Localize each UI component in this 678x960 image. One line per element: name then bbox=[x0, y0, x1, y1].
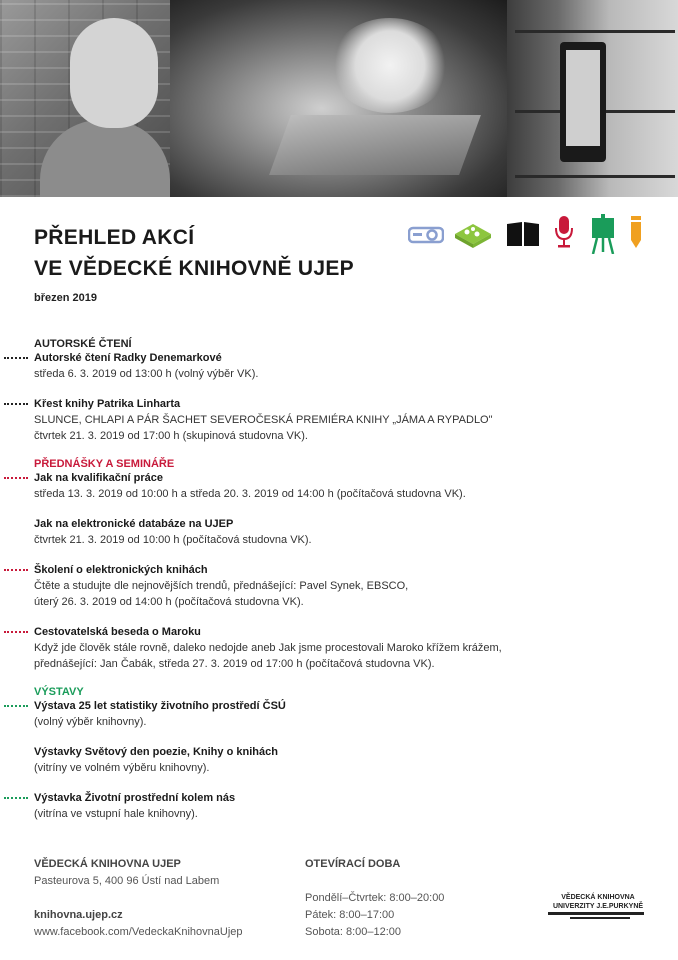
event-detail: (vitríny ve volném výběru knihovny). bbox=[34, 762, 210, 774]
shelf-line bbox=[515, 175, 675, 178]
pencil-icon bbox=[628, 214, 644, 250]
opening-hours-title: OTEVÍRACÍ DOBA bbox=[305, 858, 401, 870]
event-marker bbox=[4, 569, 28, 571]
event-name: Školení o elektronických knihách bbox=[34, 564, 208, 576]
microphone-icon bbox=[553, 214, 575, 250]
event-marker bbox=[4, 477, 28, 479]
event-item bbox=[0, 698, 678, 730]
shelf-line bbox=[515, 30, 675, 33]
flowers-shape bbox=[330, 18, 450, 113]
opening-hours-line: Sobota: 8:00–12:00 bbox=[305, 926, 402, 938]
event-detail: Čtěte a studujte dle nejnovějších trendů, přednášející: Pavel Synek, EBSCO, bbox=[34, 580, 409, 592]
event-name: Výstavka Životní prostřední kolem nás bbox=[34, 792, 236, 804]
event-detail: (vitrína ve vstupní hale knihovny). bbox=[34, 808, 198, 820]
photo-banner bbox=[0, 0, 678, 197]
logo-line-1: VĚDECKÁ KNIHOVNA bbox=[561, 894, 635, 901]
event-item bbox=[0, 562, 678, 610]
event-detail: středa 6. 3. 2019 od 13:00 h (volný výběr VK). bbox=[34, 368, 259, 380]
footer-facebook-link[interactable]: www.facebook.com/VedeckaKnihovnaUjep bbox=[34, 926, 243, 938]
event-name: Křest knihy Patrika Linharta bbox=[34, 398, 181, 410]
event-item bbox=[0, 624, 678, 672]
event-detail: středa 13. 3. 2019 od 10:00 h a středa 20. 3. 2019 od 14:00 h (počítačová studovna VK). bbox=[34, 488, 466, 500]
section-title-author-reading: AUTORSKÉ ČTENÍ bbox=[34, 338, 132, 350]
section-title-lectures: PŘEDNÁŠKY A SEMINÁŘE bbox=[34, 458, 175, 470]
event-name: Jak na kvalifikační práce bbox=[34, 472, 164, 484]
event-detail: čtvrtek 21. 3. 2019 od 10:00 h (počítačová studovna VK). bbox=[34, 534, 312, 546]
event-item bbox=[0, 744, 678, 776]
footer-contact bbox=[34, 856, 294, 941]
open-book-shape bbox=[269, 115, 481, 175]
projector-icon bbox=[408, 224, 444, 246]
easel-icon bbox=[590, 214, 616, 254]
portrait-photo bbox=[0, 0, 170, 197]
event-marker bbox=[4, 797, 28, 799]
event-marker bbox=[4, 631, 28, 633]
logo-line-2: UNIVERZITY J.E.PURKYNĚ bbox=[552, 903, 644, 910]
event-detail: Když jde člověk stále rovně, daleko nedojde aneb Jak jsme procestovali Maroko křížem krážem, bbox=[34, 642, 502, 654]
title-line-2: VE VĚDECKÉ KNIHOVNĚ UJEP bbox=[34, 257, 354, 280]
ebook-screen-shape bbox=[566, 50, 600, 146]
event-marker bbox=[4, 357, 28, 359]
footer-address: Pasteurova 5, 400 96 Ústí nad Labem bbox=[34, 875, 220, 887]
logo-bar bbox=[570, 917, 630, 919]
footer-org-name: VĚDECKÁ KNIHOVNA UJEP bbox=[34, 858, 181, 870]
event-name: Autorské čtení Radky Denemarkové bbox=[34, 352, 222, 364]
footer-web-link[interactable]: knihovna.ujep.cz bbox=[34, 909, 123, 921]
event-detail: čtvrtek 21. 3. 2019 od 17:00 h (skupinová studovna VK). bbox=[34, 430, 308, 442]
event-item bbox=[0, 350, 678, 382]
page-title bbox=[34, 222, 354, 284]
event-marker bbox=[4, 705, 28, 707]
event-detail: přednášející: Jan Čabák, středa 27. 3. 2019 od 17:00 h (počítačová studovna VK). bbox=[34, 658, 435, 670]
event-marker bbox=[4, 751, 28, 753]
event-name: Výstavky Světový den poezie, Knihy o knihách bbox=[34, 746, 278, 758]
section-title-exhibitions: VÝSTAVY bbox=[34, 686, 84, 698]
footer-opening-hours bbox=[305, 856, 505, 941]
event-name: Jak na elektronické databáze na UJEP bbox=[34, 518, 234, 530]
event-marker bbox=[4, 403, 28, 405]
event-item bbox=[0, 516, 678, 548]
workshop-table-icon bbox=[453, 220, 493, 248]
portrait-head bbox=[70, 18, 158, 128]
event-name: Výstava 25 let statistiky životního prostředí ČSÚ bbox=[34, 700, 286, 712]
logo-bar bbox=[548, 912, 644, 915]
event-item bbox=[0, 790, 678, 822]
event-marker bbox=[4, 523, 28, 525]
issue-date: březen 2019 bbox=[34, 292, 97, 304]
event-detail: úterý 26. 3. 2019 od 14:00 h (počítačová studovna VK). bbox=[34, 596, 304, 608]
event-name: Cestovatelská beseda o Maroku bbox=[34, 626, 201, 638]
event-item bbox=[0, 396, 678, 444]
title-line-1: PŘEHLED AKCÍ bbox=[34, 226, 195, 249]
book-icon bbox=[506, 220, 540, 248]
event-detail: SLUNCE, CHLAPI A PÁR ŠACHET SEVEROČESKÁ PREMIÉRA KNIHY „JÁMA A RYPADLO" bbox=[34, 414, 493, 426]
event-detail: (volný výběr knihovny). bbox=[34, 716, 147, 728]
opening-hours-line: Pátek: 8:00–17:00 bbox=[305, 909, 395, 921]
library-logo bbox=[548, 893, 648, 911]
opening-hours-line: Pondělí–Čtvrtek: 8:00–20:00 bbox=[305, 892, 445, 904]
event-item bbox=[0, 470, 678, 502]
events-content bbox=[0, 338, 678, 822]
